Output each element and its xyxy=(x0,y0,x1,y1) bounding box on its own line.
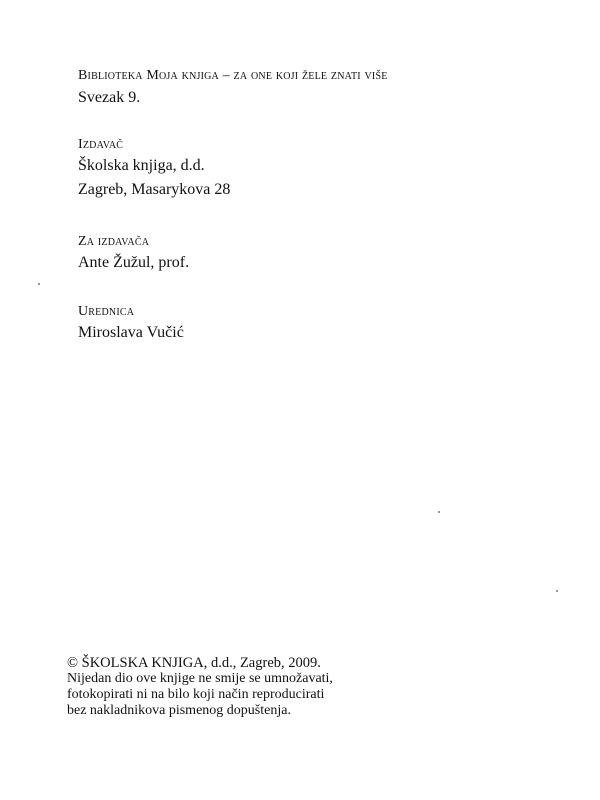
imprint-block xyxy=(67,655,333,719)
rights-line-3: bez nakladnikova pismenog dopuštenja. xyxy=(67,703,291,718)
volume-number: Svezak 9. xyxy=(78,89,141,106)
publisher-block xyxy=(78,136,230,202)
for-publisher-block xyxy=(78,233,189,275)
series-block xyxy=(78,67,388,110)
for-publisher-name: Ante Žužul, prof. xyxy=(78,254,190,271)
publisher-name: Školska knjiga, d.d. xyxy=(78,157,205,174)
scan-speck xyxy=(38,283,40,285)
for-publisher-heading: Za izdavača xyxy=(78,234,150,249)
rights-line-2: fotokopirati ni na bilo koji način reproducirati xyxy=(67,687,325,702)
editor-block xyxy=(78,303,184,345)
copyright-notice: © ŠKOLSKA KNJIGA, d.d., Zagreb, 2009. xyxy=(67,655,321,671)
editor-heading: Urednica xyxy=(78,304,135,319)
scan-speck xyxy=(438,511,440,513)
editor-name: Miroslava Vučić xyxy=(78,324,184,341)
rights-line-1: Nijedan dio ove knjige ne smije se umnožavati, xyxy=(67,671,333,686)
publisher-address: Zagreb, Masarykova 28 xyxy=(78,181,231,198)
publisher-heading: Izdavač xyxy=(78,137,124,152)
series-line: Biblioteka Moja knjiga – za one koji žele znati više xyxy=(78,68,388,83)
scan-speck xyxy=(556,590,558,592)
